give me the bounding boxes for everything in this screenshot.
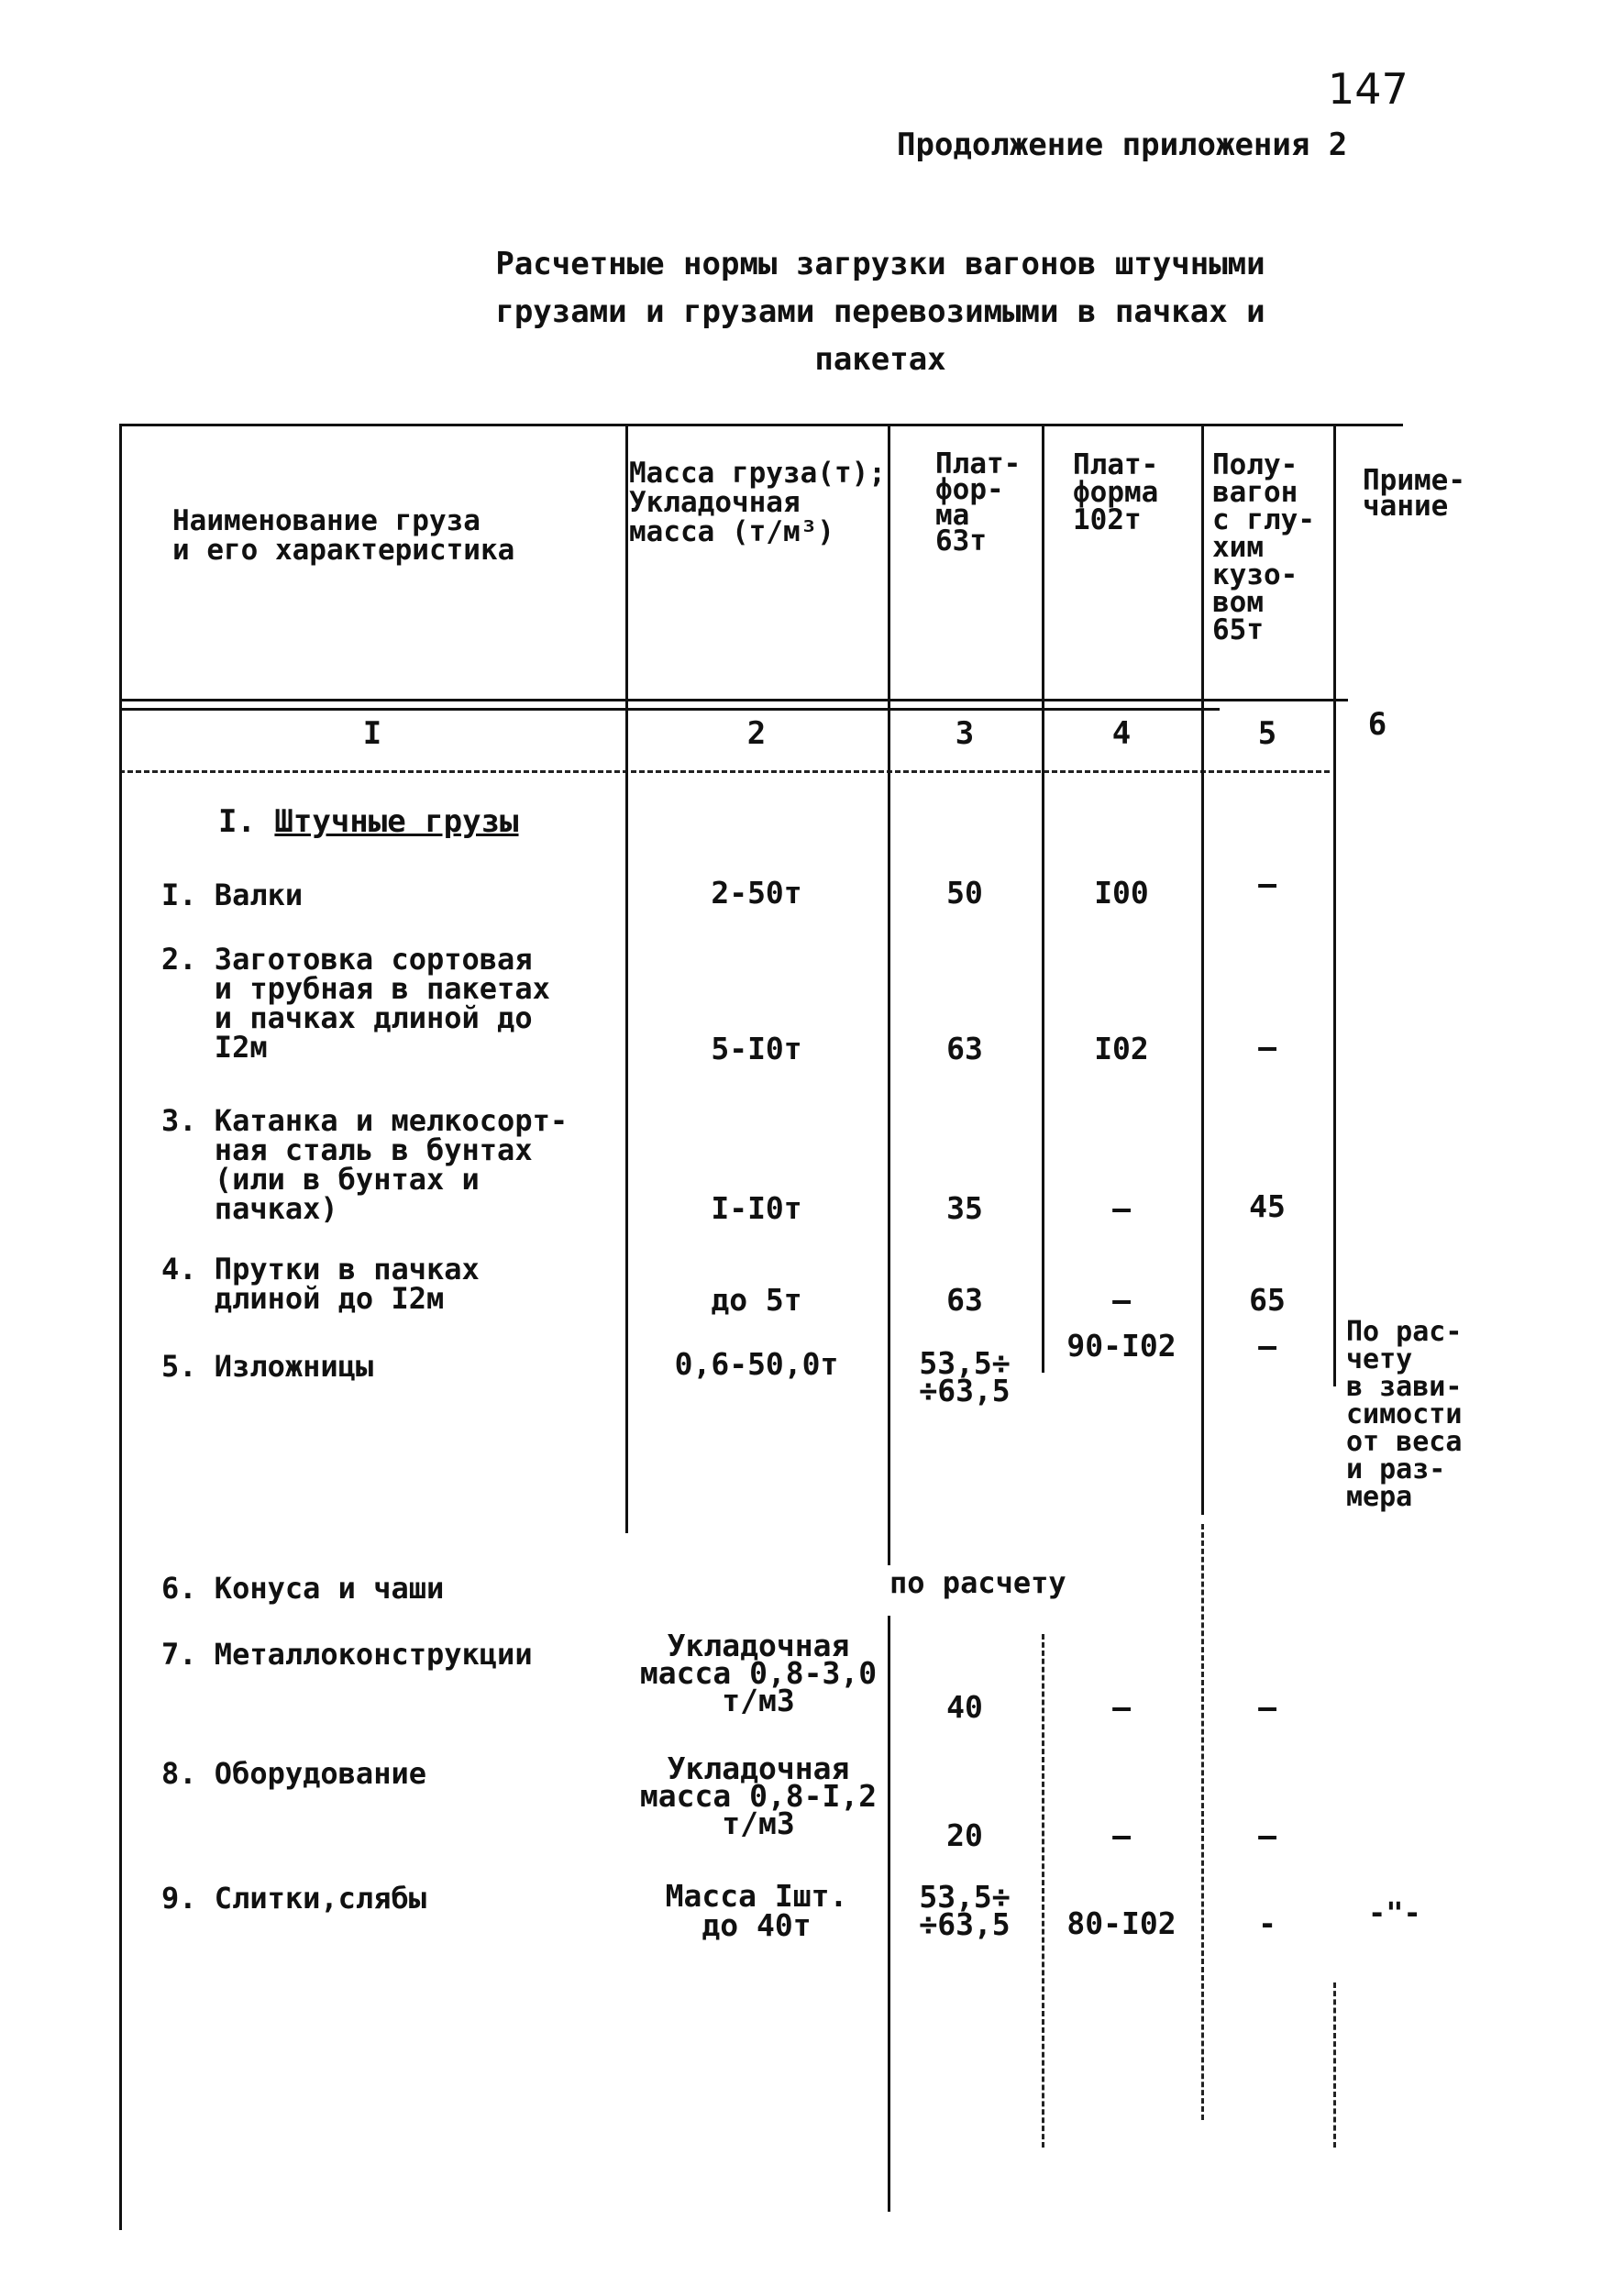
cargo-mass: Укладочная масса 0,8-I,2 т/м3 — [639, 1750, 878, 1841]
column-number: 4 — [1111, 715, 1132, 752]
header-cargo-name: Наименование груза и его характеристика — [172, 504, 515, 567]
column-number: 2 — [746, 715, 767, 752]
title-line: грузами и грузами перевозимыми в пачках и — [495, 293, 1265, 330]
gondola-value: – — [1258, 1328, 1276, 1364]
platform-102-value: – — [1112, 1282, 1131, 1318]
platform-63-value: 63 — [946, 1282, 983, 1318]
cargo-name: 4. Прутки в пачках длиной до I2м — [161, 1252, 480, 1316]
table-left-rule — [119, 424, 122, 2230]
platform-102-value: – — [1112, 1817, 1131, 1853]
platform-102-value: I00 — [1094, 875, 1149, 911]
colnum-top-rule — [119, 708, 1220, 711]
colnum-bottom-rule — [119, 770, 1330, 773]
cargo-name: 9. Слитки,слябы — [161, 1881, 426, 1916]
cargo-mass: Масса Iшт. до 40т — [665, 1878, 848, 1943]
table-top-rule — [119, 424, 1403, 426]
platform-63-value: 20 — [946, 1817, 983, 1853]
cargo-mass: 2-50т — [711, 875, 802, 911]
col5-right-rule — [1333, 424, 1336, 1386]
column-number: I — [362, 715, 382, 752]
cargo-name: 8. Оборудование — [161, 1756, 426, 1791]
column-number: 5 — [1257, 715, 1277, 752]
cargo-name: 7. Металлоконструкции — [161, 1637, 533, 1672]
title-line: Расчетные нормы загрузки вагонов штучными — [495, 246, 1265, 282]
cargo-name: 6. Конуса и чаши — [161, 1571, 445, 1606]
col5-right-rule-lower — [1333, 1982, 1336, 2148]
title-line: пакетах — [814, 341, 946, 378]
cargo-mass: I-I0т — [711, 1190, 802, 1226]
gondola-value: – — [1258, 866, 1276, 901]
header-cargo-mass: Масса груза(т); Укладочная масса (т/м³) — [629, 457, 886, 548]
continuation-label: Продолжение приложения 2 — [897, 127, 1348, 163]
platform-102-value: 90-I02 — [1066, 1328, 1177, 1364]
platform-102-value: – — [1112, 1190, 1131, 1226]
section-title: Штучные грузы — [274, 803, 519, 840]
platform-63-value: 40 — [946, 1689, 983, 1725]
gondola-value: — — [1258, 1029, 1276, 1065]
platform-102-value: – — [1112, 1689, 1131, 1725]
platform-102-value: 80-I02 — [1066, 1905, 1177, 1941]
column-number: 6 — [1367, 706, 1387, 743]
loading-norms-table — [119, 424, 1465, 2230]
section-heading: I. Штучные грузы — [218, 803, 519, 840]
platform-63-value: 53,5÷ ÷63,5 — [919, 1879, 1011, 1942]
header-gondola-65: Полу- вагон с глу- хим кузо- вом 65т — [1212, 448, 1315, 646]
note-value: По рас- чету в зави- симости от веса и раз- мера — [1346, 1316, 1463, 1513]
header-bottom-rule — [119, 699, 1348, 701]
platform-63-value: 63 — [946, 1031, 983, 1066]
gondola-value: – — [1258, 1817, 1276, 1853]
gondola-value: 65 — [1249, 1282, 1286, 1318]
cargo-mass: до 5т — [711, 1282, 802, 1318]
cargo-mass: 5-I0т — [711, 1031, 802, 1066]
gondola-value: – — [1258, 1689, 1276, 1725]
column-number: 3 — [955, 715, 975, 752]
platform-63-value: 35 — [946, 1190, 983, 1226]
page-number: 147 — [1328, 64, 1409, 114]
platform-63-value: 50 — [946, 875, 983, 911]
header-note: Приме- чание — [1363, 464, 1465, 523]
header-platform-102: Плат- форма 102т — [1073, 448, 1159, 536]
cargo-mass: 0,6-50,0т — [674, 1346, 839, 1382]
gondola-value: - — [1258, 1905, 1276, 1941]
cargo-mass: Укладочная масса 0,8-3,0 т/м3 — [639, 1628, 878, 1718]
cargo-name: 3. Катанка и мелкосорт- ная сталь в бунтах (или в бунтах и пачках) — [161, 1103, 569, 1226]
platform-102-value: I02 — [1094, 1031, 1149, 1066]
span-value: по расчету — [889, 1565, 1066, 1600]
header-platform-63: Плат- фор- ма 63т — [935, 447, 1022, 558]
cargo-name: 5. Изложницы — [161, 1349, 374, 1384]
platform-63-value: 53,5÷ ÷63,5 — [919, 1345, 1011, 1408]
document-title — [367, 240, 1394, 383]
cargo-name: I. Валки — [161, 878, 304, 912]
note-value: -"- — [1368, 1895, 1421, 1930]
gondola-value: 45 — [1249, 1188, 1286, 1224]
cargo-name: 2. Заготовка сортовая и трубная в пакетах и пачках длиной до I2м — [161, 942, 550, 1065]
